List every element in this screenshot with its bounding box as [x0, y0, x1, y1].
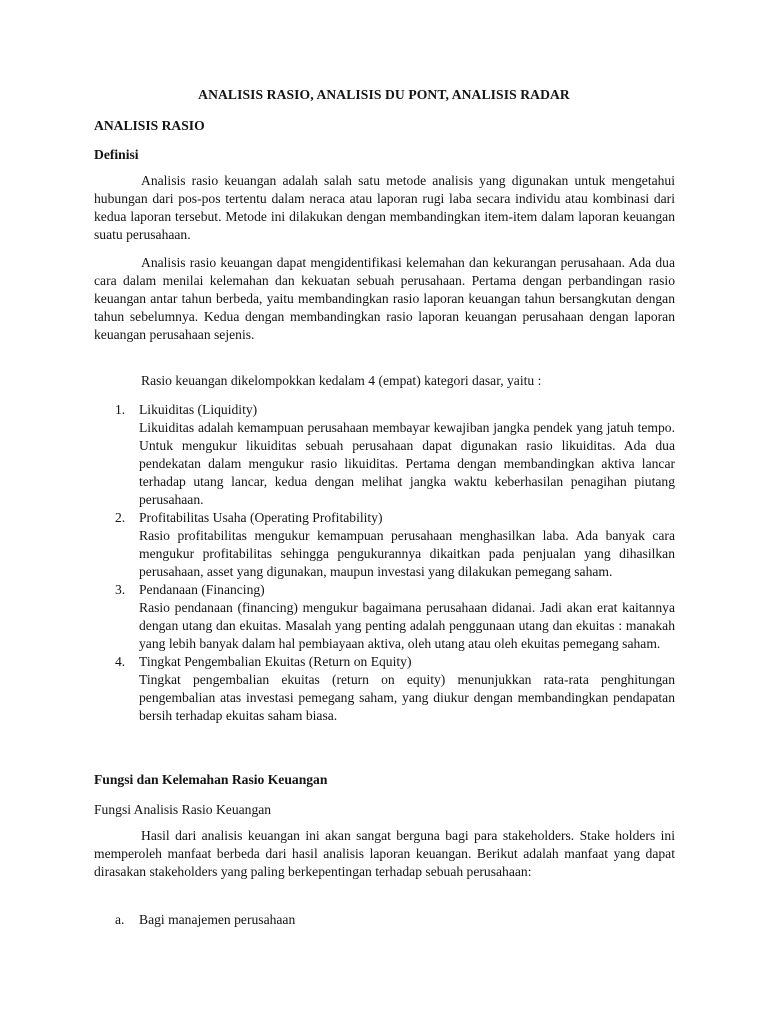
list-item-text: Tingkat pengembalian ekuitas (return on equity) menunjukkan rata-rata penghitungan pengembalian atas investasi pemegang saham, yang diukur dengan membandingkan pendapatan bersih terhadap ekuitas saham biasa. — [139, 672, 675, 723]
list-item-text: Likuiditas adalah kemampuan perusahaan membayar kewajiban jangka pendek yang jatuh tempo. Untuk mengukur likuiditas sebuah perusahaan dapat digunakan rasio likuiditas. Ada dua pendekatan dalam mengukur rasio likuiditas. Pertama dengan membandingkan aktiva lancar terhadap utang lancar, kedua dengan melihat jangka waktu keberhasilan penagihan piutang perusahaan. — [139, 420, 675, 507]
list-item — [94, 509, 675, 581]
paragraph-stakeholders: Hasil dari analisis keuangan ini akan sangat berguna bagi para stakeholders. Stake holders ini memperoleh manfaat berbeda dari hasil analisis laporan keuangan. Berikut adalah manfaat yang dapat dirasakan stakeholders yang paling berkepentingan terhadap sebuah perusahaan: — [94, 828, 675, 879]
section-heading-analisis-rasio: ANALISIS RASIO — [94, 118, 205, 133]
subheading-definisi: Definisi — [94, 147, 139, 162]
paragraph-categories-intro: Rasio keuangan dikelompokkan kedalam 4 (empat) kategori dasar, yaitu : — [141, 373, 542, 388]
list-item — [94, 653, 675, 725]
list-item-title: Pendanaan (Financing) — [139, 582, 265, 597]
list-item-title: Tingkat Pengembalian Ekuitas (Return on Equity) — [139, 654, 412, 669]
document-title: ANALISIS RASIO, ANALISIS DU PONT, ANALISIS RADAR — [198, 87, 570, 102]
list-item-number: 4. — [115, 654, 126, 669]
list-item-number: 2. — [115, 510, 126, 525]
list-item — [94, 581, 675, 653]
list-item-text: Rasio pendanaan (financing) mengukur bagaimana perusahaan didanai. Jadi akan erat kaitannya dengan utang dan ekuitas. Masalah yang penting adalah penggunaan utang dan ekuitas : manakah yang lebih banyak dalam hal pembiayaan aktiva, oleh utang atau oleh ekuitas pemegang saham. — [139, 600, 675, 651]
list-item-label: Bagi manajemen perusahaan — [139, 912, 296, 927]
ratio-category-list — [94, 401, 675, 725]
list-item-letter: a. — [115, 912, 125, 927]
paragraph-definition: Analisis rasio keuangan adalah salah satu metode analisis yang digunakan untuk mengetahui hubungan dari pos-pos tertentu dalam neraca atau laporan rugi laba secara individu atau kombinasi dari kedua laporan tersebut. Metode ini dilakukan dengan membandingkan item-item dalam laporan keuangan suatu perusahaan. — [94, 173, 675, 242]
list-item-number: 3. — [115, 582, 126, 597]
list-item-text: Rasio profitabilitas mengukur kemampuan perusahaan menghasilkan laba. Ada banyak cara mengukur profitabilitas sehingga pengukurannya dikaitkan pada penjualan yang dihasilkan perusahaan, asset yang digunakan, maupun investasi yang dilakukan pemegang saham. — [139, 528, 675, 579]
list-item-title: Likuiditas (Liquidity) — [139, 402, 258, 417]
list-item-title: Profitabilitas Usaha (Operating Profitability) — [139, 510, 383, 525]
section-heading-fungsi-kelemahan: Fungsi dan Kelemahan Rasio Keuangan — [94, 772, 328, 787]
list-item — [94, 401, 675, 509]
list-item-number: 1. — [115, 402, 126, 417]
paragraph-identification: Analisis rasio keuangan dapat mengidentifikasi kelemahan dan kekurangan perusahaan. Ada dua cara dalam menilai kelemahan dan kekuatan sebuah perusahaan. Pertama dengan perbandingan rasio keuangan antar tahun berbeda, yaitu membandingkan rasio laporan keuangan tahun bersangkutan dengan tahun sebelumnya. Kedua dengan membandingkan rasio laporan keuangan perusahaan dengan laporan keuangan perusahaan sejenis. — [94, 255, 675, 342]
subheading-fungsi-analisis: Fungsi Analisis Rasio Keuangan — [94, 802, 272, 817]
